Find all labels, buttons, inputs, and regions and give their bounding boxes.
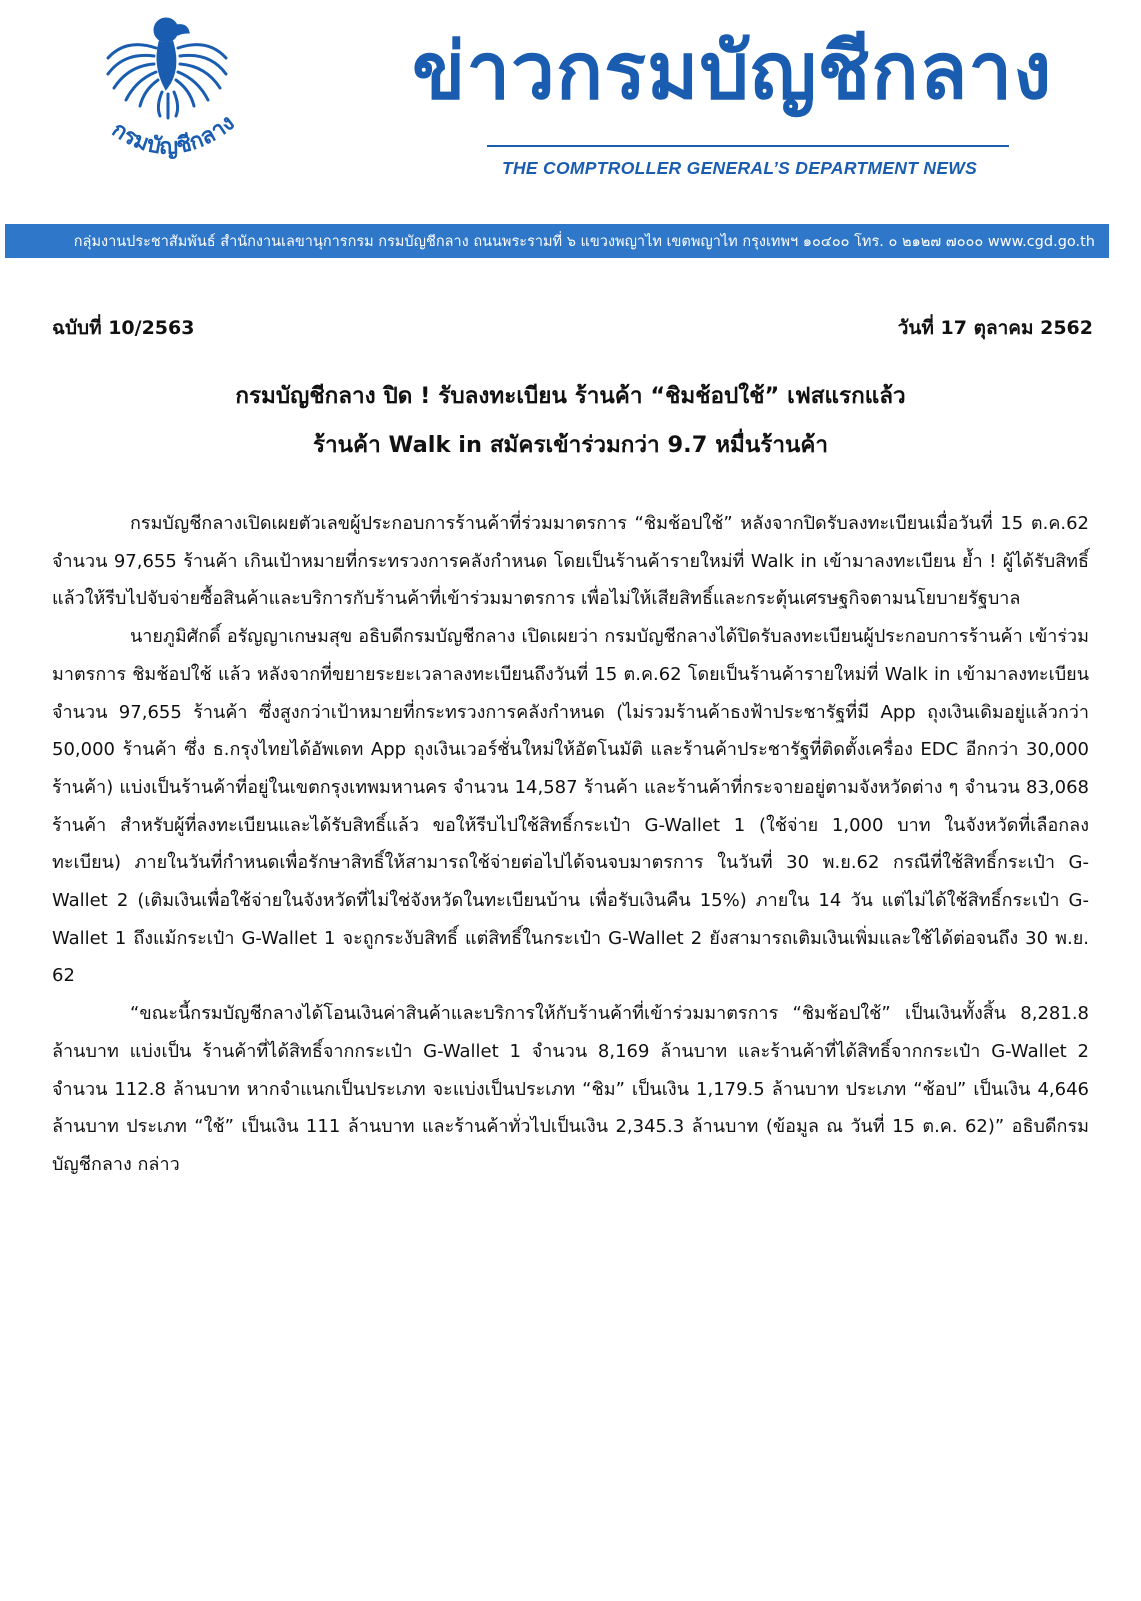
- issue-date: วันที่ 17 ตุลาคม 2562: [897, 317, 1093, 339]
- masthead-title: ข่าวกรมบัญชีกลาง: [412, 27, 1053, 117]
- contact-info-text: กลุ่มงานประชาสัมพันธ์ สำนักงานเลขานุการกรม กรมบัญชีกลาง ถนนพระรามที่ ๖ แขวงพญาไท เขตพญาไท กรุงเทพฯ ๑๐๔๐๐ โทร. ๐ ๒๑๒๗ ๗๐๐๐ www.cgd.go.th: [73, 233, 1095, 250]
- paragraph-3: “ขณะนี้กรมบัญชีกลางได้โอนเงินค่าสินค้าและบริการให้กับร้านค้าที่เข้าร่วมมาตรการ “ชิมช้อปใช้” เป็นเงินทั้งสิ้น 8,281.8 ล้านบาท แบ่งเป็น ร้านค้าที่ได้สิทธิ์จากกระเป๋า G-Wallet 1 จำนวน 8,169 ล้านบาท และร้านค้าที่ได้สิทธิ์จากกระเป๋า G-Wallet 2 จำนวน 112.8 ล้านบาท หากจำแนกเป็นประเภท จะแบ่งเป็นประเภท “ชิม” เป็นเงิน 1,179.5 ล้านบาท ประเภท “ช้อป” เป็นเงิน 4,646 ล้านบาท ประเภท “ใช้” เป็นเงิน 111 ล้านบาท และร้านค้าทั่วไปเป็นเงิน 2,345.3 ล้านบาท (ข้อมูล ณ วันที่ 15 ต.ค. 62)” อธิบดีกรมบัญชีกลาง กล่าว: [52, 1003, 1089, 1175]
- logo-text: กรมบัญชีกลาง: [107, 110, 240, 160]
- contact-info-bar: [5, 224, 1109, 258]
- headline-line-2: ร้านค้า Walk in สมัครเข้าร่วมกว่า 9.7 หมื่นร้านค้า: [312, 432, 829, 458]
- paragraph-1: กรมบัญชีกลางเปิดเผยตัวเลขผู้ประกอบการร้านค้าที่ร่วมมาตรการ “ชิมช้อปใช้” หลังจากปิดรับลงทะเบียนเมื่อวันที่ 15 ต.ค.62 จำนวน 97,655 ร้านค้า เกินเป้าหมายที่กระทรวงการคลังกำหนด โดยเป็นร้านค้ารายใหม่ที่ Walk in เข้ามาลงทะเบียน ย้ำ ! ผู้ได้รับสิทธิ์แล้วให้รีบไปจับจ่ายซื้อสินค้าและบริการกับร้านค้าที่เข้าร่วมมาตรการ เพื่อไม่ให้เสียสิทธิ์และกระตุ้นเศรษฐกิจตามนโยบายรัฐบาล: [52, 513, 1089, 610]
- article-body: [52, 505, 1089, 1184]
- headline-line-1: กรมบัญชีกลาง ปิด ! รับลงทะเบียน ร้านค้า “ชิมช้อปใช้” เฟสแรกแล้ว: [235, 383, 906, 409]
- masthead-divider: [487, 145, 1009, 147]
- svg-text:กรมบัญชีกลาง: [107, 110, 239, 159]
- headline: [52, 372, 1089, 470]
- masthead-subtitle: THE COMPTROLLER GENERAL’S DEPARTMENT NEWS: [502, 158, 978, 178]
- garuda-emblem-icon: [92, 8, 252, 178]
- issue-number: ฉบับที่ 10/2563: [52, 317, 195, 339]
- paragraph-2: นายภูมิศักดิ์ อรัญญาเกษมสุข อธิบดีกรมบัญชีกลาง เปิดเผยว่า กรมบัญชีกลางได้ปิดรับลงทะเบียนผู้ประกอบการร้านค้า เข้าร่วมมาตรการ ชิมช้อปใช้ แล้ว หลังจากที่ขยายระยะเวลาลงทะเบียนถึงวันที่ 15 ต.ค.62 โดยเป็นร้านค้ารายใหม่ที่ Walk in เข้ามาลงทะเบียน จำนวน 97,655 ร้านค้า ซึ่งสูงกว่าเป้าหมายที่กระทรวงการคลังกำหนด (ไม่รวมร้านค้าธงฟ้าประชารัฐที่มี App ถุงเงินเดิมอยู่แล้วกว่า 50,000 ร้านค้า ซึ่ง ธ.กรุงไทยได้อัพเดท App ถุงเงินเวอร์ชั่นใหม่ให้อัตโนมัติ และร้านค้าประชารัฐที่ติดตั้งเครื่อง EDC อีกกว่า 30,000 ร้านค้า) แบ่งเป็นร้านค้าที่อยู่ในเขตกรุงเทพมหานคร จำนวน 14,587 ร้านค้า และร้านค้าที่กระจายอยู่ตามจังหวัดต่าง ๆ จำนวน 83,068 ร้านค้า สำหรับผู้ที่ลงทะเบียนและได้รับสิทธิ์แล้ว ขอให้รีบไปใช้สิทธิ์กระเป๋า G-Wallet 1 (ใช้จ่าย 1,000 บาท ในจังหวัดที่เลือกลงทะเบียน) ภายในวันที่กำหนดเพื่อรักษาสิทธิ์ให้สามารถใช้จ่ายต่อไปได้จนจบมาตรการ ในวันที่ 30 พ.ย.62 กรณีที่ใช้สิทธิ์กระเป๋า G-Wallet 2 (เติมเงินเพื่อใช้จ่ายในจังหวัดที่ไม่ใช่จังหวัดในทะเบียนบ้าน เพื่อรับเงินคืน 15%) ภายใน 14 วัน แต่ไม่ได้ใช้สิทธิ์กระเป๋า G-Wallet 1 ถึงแม้กระเป๋า G-Wallet 1 จะถูกระงับสิทธิ์ แต่สิทธิ์ในกระเป๋า G-Wallet 2 ยังสามารถเติมเงินเพิ่มและใช้ได้ต่อจนถึง 30 พ.ย. 62: [52, 626, 1089, 987]
